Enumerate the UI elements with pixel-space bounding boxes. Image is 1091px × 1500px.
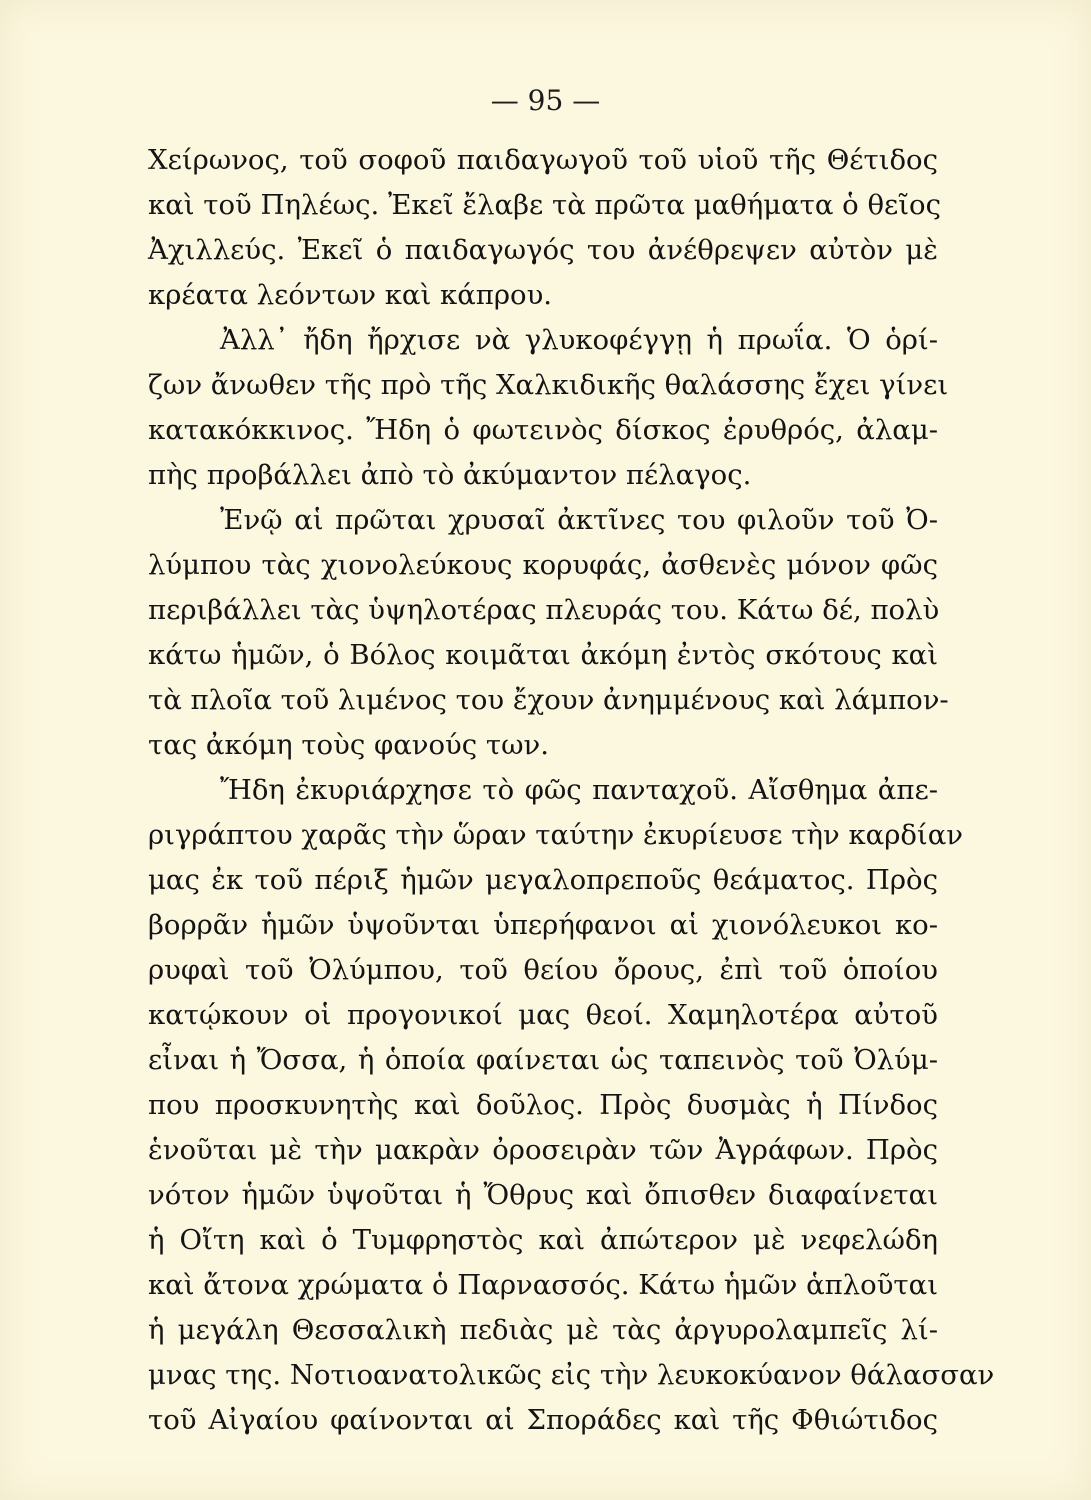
body-text [148, 138, 995, 1443]
text-line: μνας της. Νοτιοανατολικῶς εἰς τὴν λευκοκύανον θάλασσαν [148, 1359, 995, 1391]
text-line: τας ἀκόμη τοὺς φανούς των. [148, 729, 550, 761]
text-line: ἑνοῦται μὲ τὴν μακρὰν ὀροσειρὰν τῶν Ἀγράφων. Πρὸς [148, 1134, 938, 1166]
text-line: Ἐνῷ αἱ πρῶται χρυσαῖ ἀκτῖνες του φιλοῦν τοῦ Ὀ- [220, 504, 938, 536]
page-number: — 95 — [490, 84, 601, 117]
text-line: ρυφαὶ τοῦ Ὀλύμπου, τοῦ θείου ὄρους, ἐπὶ τοῦ ὁποίου [148, 954, 938, 986]
text-line: λύμπου τὰς χιονολεύκους κορυφάς, ἀσθενὲς μόνον φῶς [148, 549, 938, 581]
text-line: Ἀχιλλεύς. Ἐκεῖ ὁ παιδαγωγός του ἀνέθρεψεν αὐτὸν μὲ [148, 234, 938, 266]
text-line: πὴς προβάλλει ἀπὸ τὸ ἀκύμαντον πέλαγος. [148, 459, 752, 491]
text-line: τὰ πλοῖα τοῦ λιμένος του ἔχουν ἀνημμένους καὶ λάμπον- [148, 684, 949, 716]
text-line: τοῦ Αἰγαίου φαίνονται αἱ Σποράδες καὶ τῆς Φθιώτιδος [148, 1404, 938, 1436]
text-line: Ἀλλ᾽ ἤδη ἤρχισε νὰ γλυκοφέγγῃ ἡ πρωΐα. Ὁ ὁρί- [220, 324, 938, 356]
text-line: νότον ἡμῶν ὑψοῦται ἡ Ὄθρυς καὶ ὄπισθεν διαφαίνεται [148, 1179, 938, 1211]
text-line: ριγράπτου χαρᾶς τὴν ὥραν ταύτην ἐκυρίευσε τὴν καρδίαν [148, 819, 963, 851]
text-line: κάτω ἡμῶν, ὁ Βόλος κοιμᾶται ἀκόμη ἐντὸς σκότους καὶ [148, 639, 938, 671]
text-line: ζων ἄνωθεν τῆς πρὸ τῆς Χαλκιδικῆς θαλάσσης ἔχει γίνει [148, 369, 949, 401]
text-line: κατῴκουν οἱ προγονικοί μας θεοί. Χαμηλοτέρα αὐτοῦ [148, 999, 938, 1031]
text-line: περιβάλλει τὰς ὑψηλοτέρας πλευράς του. Κάτω δέ, πολὺ [148, 594, 940, 626]
text-line: εἶναι ἡ Ὄσσα, ἡ ὁποία φαίνεται ὡς ταπεινὸς τοῦ Ὀλύμ- [148, 1044, 938, 1076]
text-line: καὶ ἄτονα χρώματα ὁ Παρνασσός. Κάτω ἡμῶν ἁπλοῦται [148, 1269, 938, 1301]
text-line: μας ἐκ τοῦ πέριξ ἡμῶν μεγαλοπρεποῦς θεάματος. Πρὸς [148, 864, 938, 896]
text-line: κατακόκκινος. Ἤδη ὁ φωτεινὸς δίσκος ἐρυθρός, ἀλαμ- [148, 414, 938, 446]
text-line: που προσκυνητὴς καὶ δοῦλος. Πρὸς δυσμὰς ἡ Πίνδος [148, 1089, 938, 1121]
text-line: ἡ μεγάλη Θεσσαλικὴ πεδιὰς μὲ τὰς ἀργυρολαμπεῖς λί- [148, 1314, 938, 1346]
text-line: Ἤδη ἐκυριάρχησε τὸ φῶς πανταχοῦ. Αἴσθημα ἀπε- [220, 774, 938, 806]
text-line: ἡ Οἴτη καὶ ὁ Τυμφρηστὸς καὶ ἀπώτερον μὲ νεφελώδη [148, 1224, 938, 1256]
text-line: Χείρωνος, τοῦ σοφοῦ παιδαγωγοῦ τοῦ υἱοῦ τῆς Θέτιδος [148, 144, 938, 176]
text-line: κρέατα λεόντων καὶ κάπρου. [148, 279, 553, 311]
text-line: βορρᾶν ἡμῶν ὑψοῦνται ὑπερήφανοι αἱ χιονόλευκοι κο- [148, 909, 938, 941]
text-line: καὶ τοῦ Πηλέως. Ἐκεῖ ἔλαβε τὰ πρῶτα μαθήματα ὁ θεῖος [148, 189, 942, 221]
